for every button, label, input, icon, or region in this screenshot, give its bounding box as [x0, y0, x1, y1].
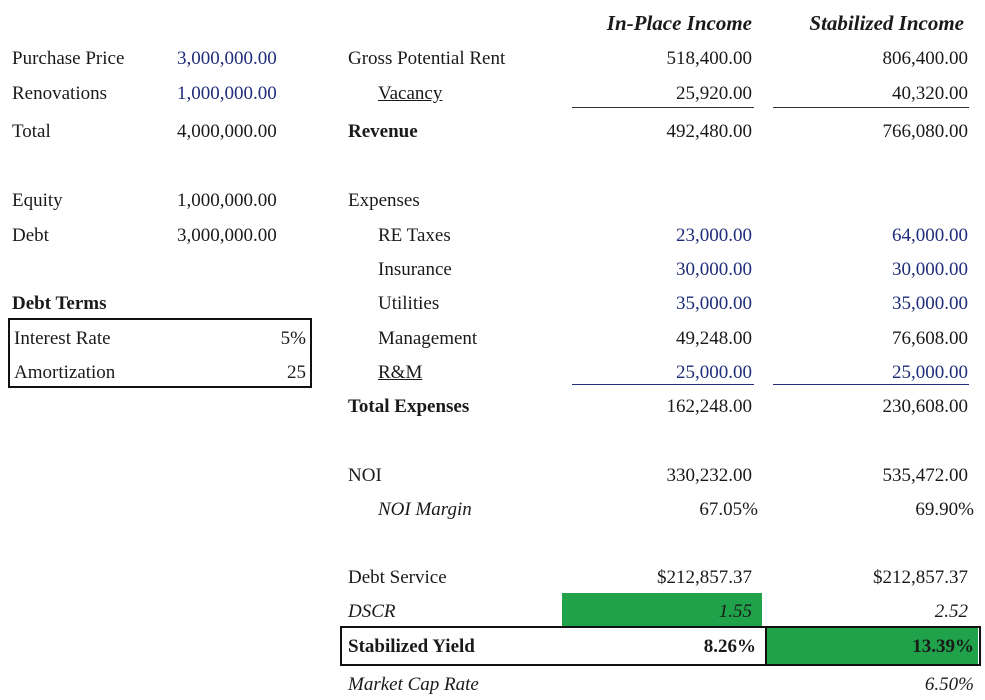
debt-terms-title: Debt Terms	[12, 293, 107, 314]
gpr-in-place: 518,400.00	[666, 48, 752, 69]
utilities-in-place: 35,000.00	[676, 293, 752, 314]
total-expenses-label: Total Expenses	[348, 396, 470, 417]
stabilized-yield-stabilized: 13.39%	[912, 636, 974, 657]
market-cap-rate-stabilized: 6.50%	[924, 674, 974, 695]
purchase-price-value: 3,000,000.00	[177, 48, 277, 69]
noi-margin-stabilized: 69.90%	[915, 499, 974, 520]
market-cap-rate-label: Market Cap Rate	[348, 674, 479, 695]
revenue-label: Revenue	[348, 121, 418, 142]
vacancy-in-place: 25,920.00	[676, 83, 752, 104]
rm-underline-stabilized	[773, 384, 969, 385]
rm-underline-in-place	[572, 384, 754, 385]
insurance-in-place: 30,000.00	[676, 259, 752, 280]
rm-stabilized: 25,000.00	[892, 362, 968, 383]
vacancy-underline-in-place	[572, 107, 754, 108]
re-taxes-label: RE Taxes	[378, 225, 451, 246]
equity-value: 1,000,000.00	[177, 190, 277, 211]
noi-label: NOI	[348, 465, 382, 486]
rm-label: R&M	[378, 362, 423, 383]
dscr-label: DSCR	[348, 601, 396, 622]
noi-margin-label: NOI Margin	[378, 499, 472, 520]
gpr-stabilized: 806,400.00	[882, 48, 968, 69]
insurance-stabilized: 30,000.00	[892, 259, 968, 280]
gpr-label: Gross Potential Rent	[348, 48, 506, 69]
re-taxes-in-place: 23,000.00	[676, 225, 752, 246]
header-in-place: In-Place Income	[606, 11, 752, 35]
revenue-in-place: 492,480.00	[666, 121, 752, 142]
rm-in-place: 25,000.00	[676, 362, 752, 383]
renovations-label: Renovations	[12, 83, 107, 104]
management-label: Management	[378, 328, 478, 349]
equity-label: Equity	[12, 190, 63, 211]
purchase-price-label: Purchase Price	[12, 48, 125, 69]
amortization-value: 25	[287, 362, 306, 383]
header-stabilized: Stabilized Income	[809, 11, 964, 35]
utilities-label: Utilities	[378, 293, 440, 314]
dscr-stabilized: 2.52	[934, 601, 968, 622]
insurance-label: Insurance	[378, 259, 452, 280]
debt-service-in-place: $212,857.37	[657, 567, 752, 588]
stabilized-yield-label: Stabilized Yield	[348, 636, 475, 657]
dscr-in-place: 1.55	[718, 601, 752, 622]
noi-stabilized: 535,472.00	[882, 465, 968, 486]
revenue-stabilized: 766,080.00	[882, 121, 968, 142]
total-expenses-stabilized: 230,608.00	[882, 396, 968, 417]
utilities-stabilized: 35,000.00	[892, 293, 968, 314]
debt-service-stabilized: $212,857.37	[873, 567, 968, 588]
debt-service-label: Debt Service	[348, 567, 447, 588]
total-value: 4,000,000.00	[177, 121, 277, 142]
total-expenses-in-place: 162,248.00	[666, 396, 752, 417]
noi-margin-in-place: 67.05%	[699, 499, 758, 520]
expenses-label: Expenses	[348, 190, 420, 211]
stabilized-yield-in-place: 8.26%	[703, 636, 756, 657]
re-taxes-stabilized: 64,000.00	[892, 225, 968, 246]
vacancy-underline-stabilized	[773, 107, 969, 108]
noi-in-place: 330,232.00	[666, 465, 752, 486]
debt-label: Debt	[12, 225, 49, 246]
interest-rate-label: Interest Rate	[14, 328, 111, 349]
interest-rate-value: 5%	[280, 328, 306, 349]
renovations-value: 1,000,000.00	[177, 83, 277, 104]
vacancy-stabilized: 40,320.00	[892, 83, 968, 104]
management-in-place: 49,248.00	[676, 328, 752, 349]
total-label: Total	[12, 121, 51, 142]
management-stabilized: 76,608.00	[892, 328, 968, 349]
amortization-label: Amortization	[14, 362, 116, 383]
vacancy-label: Vacancy	[378, 83, 443, 104]
debt-value: 3,000,000.00	[177, 225, 277, 246]
